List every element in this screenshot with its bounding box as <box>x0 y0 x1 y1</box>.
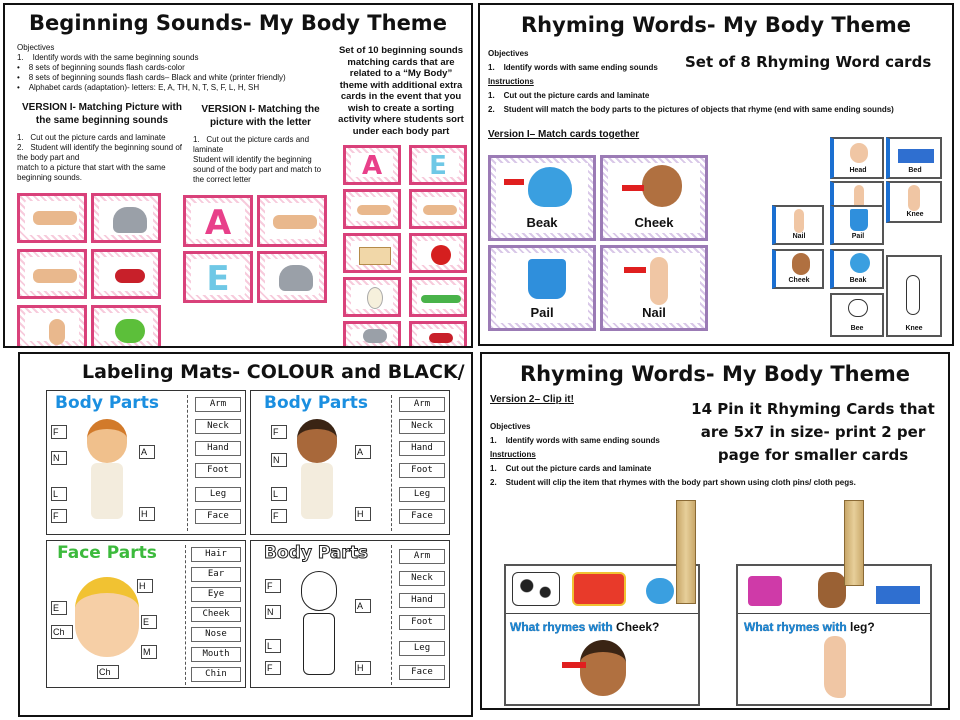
bee-icon <box>848 299 868 317</box>
label-box[interactable]: N <box>271 453 287 467</box>
label-box[interactable]: L <box>271 487 287 501</box>
arrow-icon <box>624 267 646 273</box>
bed-icon <box>876 586 920 604</box>
instruction-item: 2. Student will match the body parts to the pictures of objects that rhyme (end with same ending sounds) <box>488 105 894 114</box>
word-box[interactable]: Hair <box>191 547 241 562</box>
alligator-icon <box>421 295 461 303</box>
set-description: Set of 10 beginning sounds matching cards that are related to a “My Body” theme with additional extra cards in the event that you wish to create a sorting activity where students sort under each body part <box>338 45 464 137</box>
apple-icon <box>431 245 451 265</box>
word-box[interactable]: Eye <box>191 587 241 602</box>
panel-title: Labeling Mats- COLOUR and BLACK/ <box>82 361 465 383</box>
clothespin-icon[interactable] <box>844 500 864 586</box>
mini-card-nail[interactable] <box>772 205 824 245</box>
clip-card-cheek[interactable] <box>504 564 700 706</box>
version-a-step: 1. Cut out the picture cards and laminate <box>17 133 166 142</box>
elephant-icon <box>363 329 387 343</box>
mini-card-beak[interactable] <box>830 249 884 289</box>
version-a-title: VERSION I- Matching Picture with the same beginning sounds <box>21 102 182 126</box>
label-box[interactable]: H <box>137 579 153 593</box>
word-box[interactable]: Foot <box>399 463 445 478</box>
word-box[interactable]: Face <box>399 509 445 524</box>
word-box[interactable]: Leg <box>195 487 241 502</box>
arm-icon <box>357 205 391 215</box>
beginning-sounds-panel <box>3 3 473 348</box>
letter-a: A <box>361 151 383 181</box>
word-box[interactable]: Cheek <box>191 607 241 622</box>
boy-figure-icon <box>87 419 127 463</box>
mini-card-knee-bw[interactable] <box>886 255 942 337</box>
letter-a: A <box>204 203 232 243</box>
objective-item: 1. Identify words with the same beginning sounds <box>17 53 199 62</box>
picture-card-arm[interactable] <box>257 195 327 247</box>
panel-title: Rhyming Words- My Body Theme <box>520 362 910 386</box>
bird-icon <box>850 253 870 273</box>
picture-card-finger[interactable] <box>17 305 87 348</box>
pail-icon <box>850 209 868 231</box>
word-box[interactable]: Nose <box>191 627 241 642</box>
envelope-icon <box>359 247 391 265</box>
mini-card-bee[interactable] <box>830 293 884 337</box>
arm-icon <box>423 205 457 215</box>
panel-title: Rhyming Words- My Body Theme <box>521 13 911 37</box>
card-word: Head <box>849 167 867 174</box>
instructions-label: Instructions <box>490 450 536 459</box>
word-box[interactable]: Foot <box>195 463 241 478</box>
label-box[interactable]: L <box>265 639 281 653</box>
egg-icon <box>367 287 383 309</box>
label-box[interactable]: A <box>355 445 371 459</box>
face-icon <box>642 165 682 207</box>
label-box[interactable]: Ch <box>51 625 73 639</box>
letter-card-a[interactable] <box>343 145 401 185</box>
face-icon <box>792 253 810 275</box>
bird-icon <box>528 167 572 207</box>
picture-card-frog[interactable] <box>91 305 161 348</box>
instruction-item: 1. Cut out the picture cards and laminate <box>490 464 652 473</box>
letter-card-e[interactable] <box>183 251 253 303</box>
word-box[interactable]: Leg <box>399 487 445 502</box>
picture-card-elephant[interactable] <box>91 193 161 243</box>
word-box[interactable]: Chin <box>191 667 241 682</box>
question-text: What rhymes with <box>510 620 613 634</box>
letter-card-a[interactable] <box>183 195 253 247</box>
rhyme-card-cheek[interactable] <box>600 155 708 241</box>
girl-figure-icon <box>297 419 337 463</box>
word-box[interactable]: Neck <box>399 419 445 434</box>
clip-it-panel <box>480 352 950 710</box>
face-icon <box>75 577 139 657</box>
mini-card-head[interactable] <box>830 137 884 179</box>
picture-card-elephant[interactable] <box>257 251 327 303</box>
word-box[interactable]: Arm <box>399 397 445 412</box>
label-mat-body-color-alt[interactable] <box>250 390 450 535</box>
picture-card-envelope[interactable] <box>343 233 401 273</box>
objective-item: • 8 sets of beginning sounds flash cards-color <box>17 63 185 72</box>
letter-e: E <box>206 259 230 299</box>
version-a-step: 2. Student will identify the beginning sound of the body part and <box>17 143 182 162</box>
word-box[interactable]: Mouth <box>191 647 241 662</box>
mat-title: Body Parts <box>55 393 159 413</box>
version-b-title: VERSION I- Matching the picture with the letter <box>201 104 320 128</box>
card-word: Nail <box>642 305 666 320</box>
label-box[interactable]: A <box>139 445 155 459</box>
question <box>510 620 659 634</box>
label-box[interactable]: F <box>51 425 67 439</box>
objective-item: 1. Identify words with same ending sounds <box>488 63 658 72</box>
card-word: Knee <box>905 325 923 332</box>
mini-card-cheek[interactable] <box>772 249 824 289</box>
picture-card-ant[interactable] <box>409 321 467 348</box>
card-word: Pail <box>851 233 865 240</box>
bag-icon <box>748 576 782 606</box>
boy-body-icon <box>91 463 123 519</box>
head-icon <box>850 143 868 163</box>
drum-icon <box>572 572 626 606</box>
objective-item: 1. Identify words with same ending sounds <box>490 436 660 445</box>
label-box[interactable]: H <box>355 661 371 675</box>
card-word: Nail <box>792 233 806 240</box>
card-word: Cheek <box>634 215 674 230</box>
card-word: Knee <box>906 211 924 218</box>
rhyme-card-pail[interactable] <box>488 245 596 331</box>
arm-icon <box>273 215 317 229</box>
label-box[interactable]: E <box>141 615 157 629</box>
mini-card-pail[interactable] <box>830 205 884 245</box>
label-box[interactable]: F <box>265 661 281 675</box>
word-box[interactable]: Arm <box>195 397 241 412</box>
face-icon <box>580 640 626 696</box>
figure-outline-icon <box>301 571 337 611</box>
panel-title: Beginning Sounds- My Body Theme <box>29 11 447 35</box>
instruction-item: 2. Student will clip the item that rhymes with the body part shown using cloth pins/ cloth pegs. <box>490 478 856 487</box>
girl-body-icon <box>301 463 333 519</box>
finger-icon <box>650 257 668 305</box>
cow-icon <box>512 572 560 606</box>
label-mat-body-bw[interactable] <box>250 540 450 688</box>
objective-item: • Alphabet cards (adaptation)- letters: E, A, TH, N, T, S, F, L, H, SH <box>17 83 260 92</box>
rhyme-card-beak[interactable] <box>488 155 596 241</box>
mat-title: Face Parts <box>57 543 157 563</box>
picture-card-arm[interactable] <box>17 249 87 299</box>
arrow-icon <box>562 662 586 668</box>
ant-icon <box>429 333 453 343</box>
word-box[interactable]: Hand <box>399 593 445 608</box>
label-box[interactable]: N <box>265 605 281 619</box>
card-word: Bee <box>850 325 864 332</box>
leg-icon <box>824 636 846 698</box>
mat-title: Body Parts <box>264 543 368 563</box>
elephant-icon <box>113 207 147 233</box>
word-box[interactable]: Arm <box>399 549 445 564</box>
version-a-step: match to a picture that start with the same beginning sounds. <box>17 163 166 182</box>
label-box[interactable]: A <box>355 599 371 613</box>
arrow-icon <box>504 179 524 185</box>
word-box[interactable]: Neck <box>195 419 241 434</box>
word-box[interactable]: Hand <box>399 441 445 456</box>
version-label: Version I– Match cards together <box>488 129 640 140</box>
question-text: What rhymes with <box>744 620 847 634</box>
arrow-icon <box>622 185 644 191</box>
picture-card-arm[interactable] <box>343 189 401 229</box>
objectives-label: Objectives <box>17 43 55 52</box>
word-box[interactable]: Face <box>399 665 445 680</box>
word-box[interactable]: Hand <box>195 441 241 456</box>
label-box[interactable]: F <box>271 425 287 439</box>
question-word: Cheek? <box>616 620 660 634</box>
instruction-item: 1. Cut out the picture cards and laminate <box>488 91 650 100</box>
bed-icon <box>898 149 934 163</box>
question <box>744 620 875 634</box>
word-box[interactable]: Foot <box>399 615 445 630</box>
bird-icon <box>646 578 674 604</box>
label-box[interactable]: F <box>51 509 67 523</box>
version-b-step: 1. Cut out the picture cards and laminate <box>193 135 310 154</box>
objective-item: • 8 sets of beginning sounds flash cards– Black and white (printer friendly) <box>17 73 286 82</box>
card-word: Beak <box>849 277 867 284</box>
knee-icon <box>906 275 920 315</box>
labeling-mats-panel <box>18 352 473 717</box>
arm-icon <box>33 269 77 283</box>
label-box[interactable]: M <box>141 645 157 659</box>
mini-card-bed[interactable] <box>886 137 942 179</box>
set-label: Set of 8 Rhyming Word cards <box>685 53 932 71</box>
version-b-step: Student will identify the beginning sound of the body part and match to the correct letter <box>193 155 322 184</box>
letter-card-e[interactable] <box>409 145 467 185</box>
label-mat-face-color[interactable] <box>46 540 246 688</box>
clip-card-leg[interactable] <box>736 564 932 706</box>
body-outline-icon <box>303 613 335 675</box>
label-box[interactable]: N <box>51 451 67 465</box>
picture-card-egg[interactable] <box>343 277 401 317</box>
label-box[interactable]: F <box>271 509 287 523</box>
blurb: 14 Pin it Rhyming Cards that are 5x7 in size- print 2 per page for smaller cards <box>691 400 935 464</box>
picture-card-ant[interactable] <box>91 249 161 299</box>
word-box[interactable]: Face <box>195 509 241 524</box>
clothespin-icon[interactable] <box>676 500 696 604</box>
rhyming-words-panel <box>478 3 954 346</box>
card-word: Bed <box>908 167 922 174</box>
label-box[interactable]: L <box>51 487 67 501</box>
mini-card-knee[interactable] <box>886 181 942 223</box>
instructions-label: Instructions <box>488 77 534 86</box>
dog-icon <box>818 572 846 608</box>
version-label: Version 2– Clip it! <box>490 394 574 405</box>
objectives-label: Objectives <box>490 422 531 431</box>
word-box[interactable]: Neck <box>399 571 445 586</box>
word-box[interactable]: Ear <box>191 567 241 582</box>
frog-icon <box>115 319 145 343</box>
card-word: Beak <box>526 215 558 230</box>
picture-card-arm[interactable] <box>409 189 467 229</box>
finger-icon <box>49 319 65 345</box>
card-word: Cheek <box>788 277 810 284</box>
finger-icon <box>794 209 804 233</box>
letter-e: E <box>429 151 447 181</box>
label-mat-body-color[interactable] <box>46 390 246 535</box>
ant-icon <box>115 269 145 283</box>
picture-card-arm[interactable] <box>17 193 87 243</box>
picture-card-apple[interactable] <box>409 233 467 273</box>
picture-card-alligator[interactable] <box>409 277 467 317</box>
label-box[interactable]: Ch <box>97 665 119 679</box>
mat-title: Body Parts <box>264 393 368 413</box>
label-box[interactable]: F <box>265 579 281 593</box>
elephant-icon <box>279 265 313 291</box>
card-word: Pail <box>530 305 554 320</box>
arm-icon <box>33 211 77 225</box>
word-box[interactable]: Leg <box>399 641 445 656</box>
pail-icon <box>528 259 566 299</box>
objectives-label: Objectives <box>488 49 529 58</box>
label-box[interactable]: H <box>139 507 155 521</box>
label-box[interactable]: E <box>51 601 67 615</box>
rhyme-card-nail[interactable] <box>600 245 708 331</box>
question-word: leg? <box>850 620 875 634</box>
label-box[interactable]: H <box>355 507 371 521</box>
knee-icon <box>908 185 920 211</box>
picture-card-elephant[interactable] <box>343 321 401 348</box>
